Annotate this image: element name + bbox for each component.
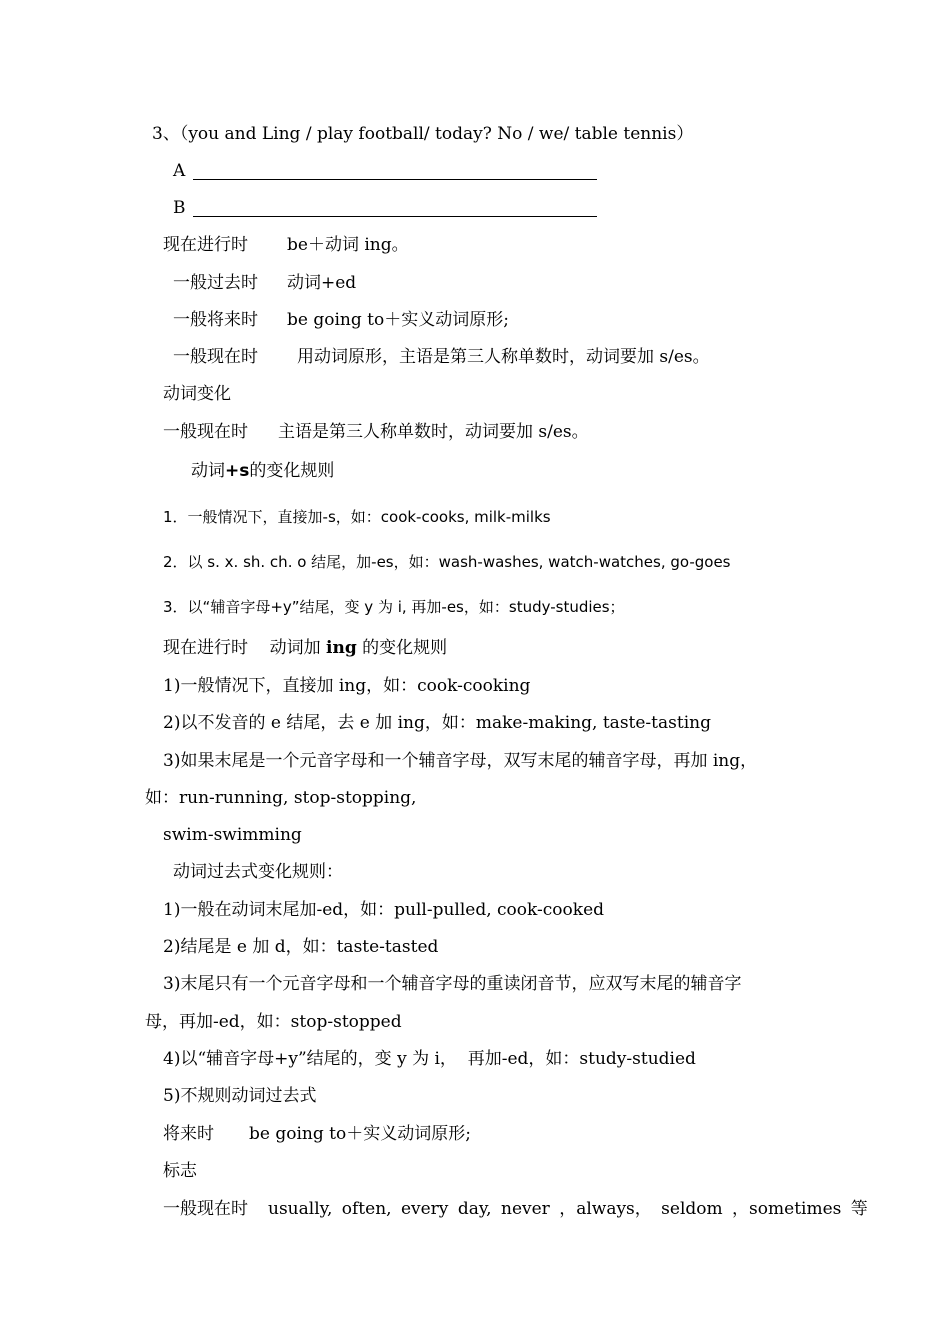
ing-rule-item: 2)以不发音的 e 结尾，去 e 加 ing，如：make-making, taste-tasting [163,713,711,733]
ing-rule-item-continued: 如：run-running, stop-stopping, [145,788,417,808]
past-rule-item: 5)不规则动词过去式 [163,1086,317,1106]
answer-label-b: B [173,198,186,218]
past-rule-item: 2)结尾是 e 加 d，如：taste-tasted [163,937,439,957]
tense-present-continuous-name: 现在进行时 [163,235,248,255]
answer-a-blank[interactable] [193,179,597,180]
s-rules-title [191,460,334,482]
ing-rules-title-pre: 现在进行时 动词加 [163,638,327,658]
present-line-name: 一般现在时 [163,422,248,442]
past-rule-item-continued: 母，再加-ed，如：stop-stopped [145,1012,402,1032]
answer-b-blank[interactable] [193,216,597,217]
ing-rules-title-bold: ing [326,638,357,658]
future-name: 将来时 [163,1124,214,1144]
question-3-prompt: 3、（you and Ling / play football/ today? No / we/ table tennis） [152,124,694,144]
past-rule-item: 3)末尾只有一个元音字母和一个辅音字母的重读闭音节，应双写末尾的辅音字 [163,974,742,994]
ing-rule-item-continued: swim-swimming [163,825,302,845]
verb-changes-heading: 动词变化 [163,384,231,404]
markers-present-name: 一般现在时 [163,1199,248,1219]
tense-simple-future-rule: be going to＋实义动词原形; [287,310,509,330]
s-rule-item: 2．以 s. x. sh. ch. o 结尾，加-es，如：wash-washes, watch-watches, go-goes [163,553,731,571]
s-rule-item: 3．以“辅音字母+y”结尾，变 y 为 i, 再加-es，如：study-studies； [163,598,625,616]
s-rules-title-bold: +s [225,461,250,481]
present-line-rule: 主语是第三人称单数时，动词要加 s/es。 [278,422,589,442]
tense-simple-present-rule: 用动词原形，主语是第三人称单数时，动词要加 s/es。 [297,347,710,367]
s-rules-title-post: 的变化规则 [249,461,335,481]
ing-rules-title [163,637,447,659]
markers-heading: 标志 [163,1161,197,1181]
markers-present-words: usually, often, every day, never ，always， seldom ，sometimes 等 [268,1199,868,1219]
s-rule-item: 1．一般情况下，直接加-s，如：cook-cooks, milk-milks [163,508,551,526]
future-rule: be going to＋实义动词原形; [249,1124,471,1144]
past-rule-item: 4)以“辅音字母+y”结尾的，变 y 为 i， 再加-ed，如：study-studied [163,1049,696,1069]
past-rules-title: 动词过去式变化规则： [173,862,343,882]
tense-simple-past-rule: 动词+ed [287,273,357,293]
tense-present-continuous-rule: be＋动词 ing。 [287,235,409,255]
ing-rules-title-post: 的变化规则 [356,638,448,658]
s-rules-title-pre: 动词 [191,461,225,481]
tense-simple-present-name: 一般现在时 [173,347,258,367]
answer-label-a: A [173,161,186,181]
ing-rule-item: 1)一般情况下，直接加 ing，如：cook-cooking [163,676,531,696]
tense-simple-past-name: 一般过去时 [173,273,258,293]
tense-simple-future-name: 一般将来时 [173,310,258,330]
past-rule-item: 1)一般在动词末尾加-ed，如：pull-pulled, cook-cooked [163,900,605,920]
ing-rule-item: 3)如果末尾是一个元音字母和一个辅音字母，双写末尾的辅音字母，再加 ing， [163,751,758,771]
